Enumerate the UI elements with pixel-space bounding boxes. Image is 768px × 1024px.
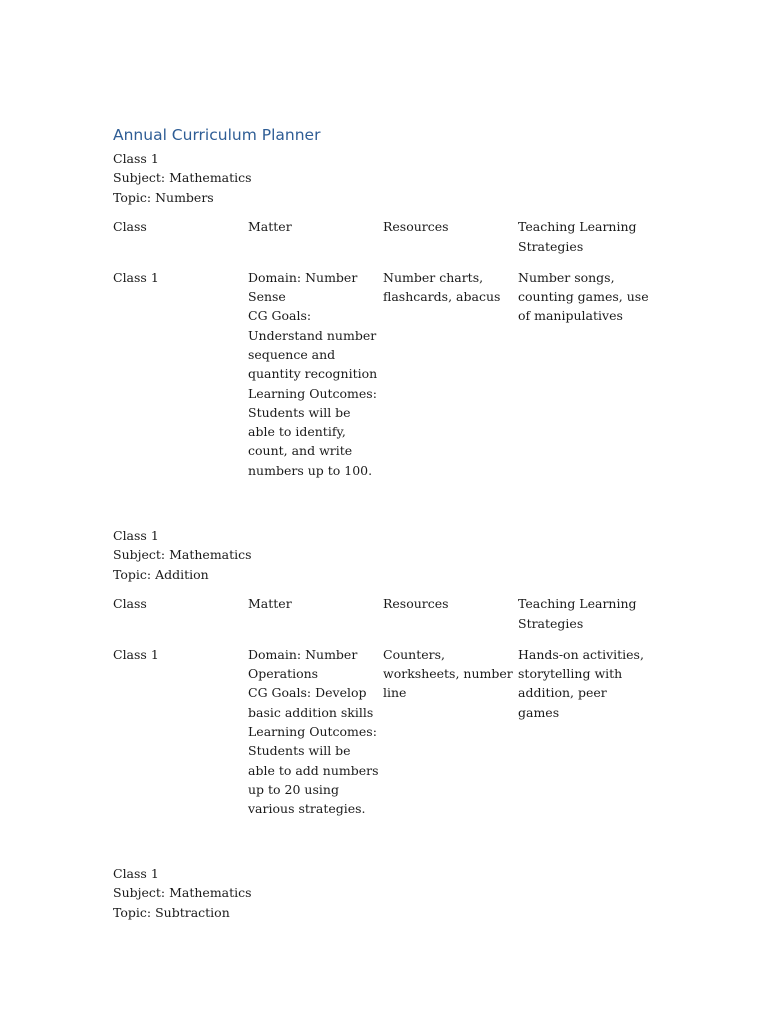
cell-strategies: Hands-on activities, storytelling with addition, peer games xyxy=(518,646,644,720)
header-class: Class xyxy=(113,219,147,235)
header-strategies: Teaching Learning Strategies xyxy=(518,219,637,254)
cell-class: Class 1 xyxy=(113,646,159,662)
section-class-line: Class 1 xyxy=(113,866,159,881)
section-subtraction xyxy=(113,864,653,922)
header-matter: Matter xyxy=(248,219,292,235)
document-page xyxy=(113,124,653,150)
cell-resources: Counters, worksheets, number line xyxy=(383,646,513,701)
section-subject-line: Subject: Mathematics xyxy=(113,170,252,186)
header-strategies: Teaching Learning Strategies xyxy=(518,596,637,631)
section-numbers xyxy=(113,149,653,480)
section-subject-line: Subject: Mathematics xyxy=(113,547,252,563)
header-resources: Resources xyxy=(383,596,449,612)
section-topic-line: Topic: Addition xyxy=(113,566,209,582)
section-addition xyxy=(113,526,653,818)
table-header-row xyxy=(113,217,653,256)
cell-matter: Domain: Number Operations CG Goals: Develop basic addition skills Learning Outcomes: Students will be able to add numbers up to 20 using various strategies. xyxy=(248,646,379,817)
section-class-line: Class 1 xyxy=(113,151,159,166)
header-class: Class xyxy=(113,596,147,612)
cell-matter: Domain: Number Sense CG Goals: Understand number sequence and quantity recognition Learning Outcomes: Students will be able to identify, count, and write numbers up to 100. xyxy=(248,269,378,478)
curriculum-table xyxy=(113,217,653,480)
cell-strategies: Number songs, counting games, use of manipulatives xyxy=(518,269,649,324)
document-title: Annual Curriculum Planner xyxy=(113,126,321,144)
section-topic-line: Topic: Numbers xyxy=(113,189,214,205)
table-row xyxy=(113,268,653,480)
section-topic-line: Topic: Subtraction xyxy=(113,904,230,920)
header-resources: Resources xyxy=(383,219,449,235)
cell-resources: Number charts, flashcards, abacus xyxy=(383,269,501,305)
header-matter: Matter xyxy=(248,596,292,612)
section-class-line: Class 1 xyxy=(113,528,159,543)
table-header-row xyxy=(113,594,653,633)
cell-class: Class 1 xyxy=(113,269,159,285)
curriculum-table xyxy=(113,594,653,818)
section-subject-line: Subject: Mathematics xyxy=(113,885,252,901)
table-row xyxy=(113,645,653,819)
